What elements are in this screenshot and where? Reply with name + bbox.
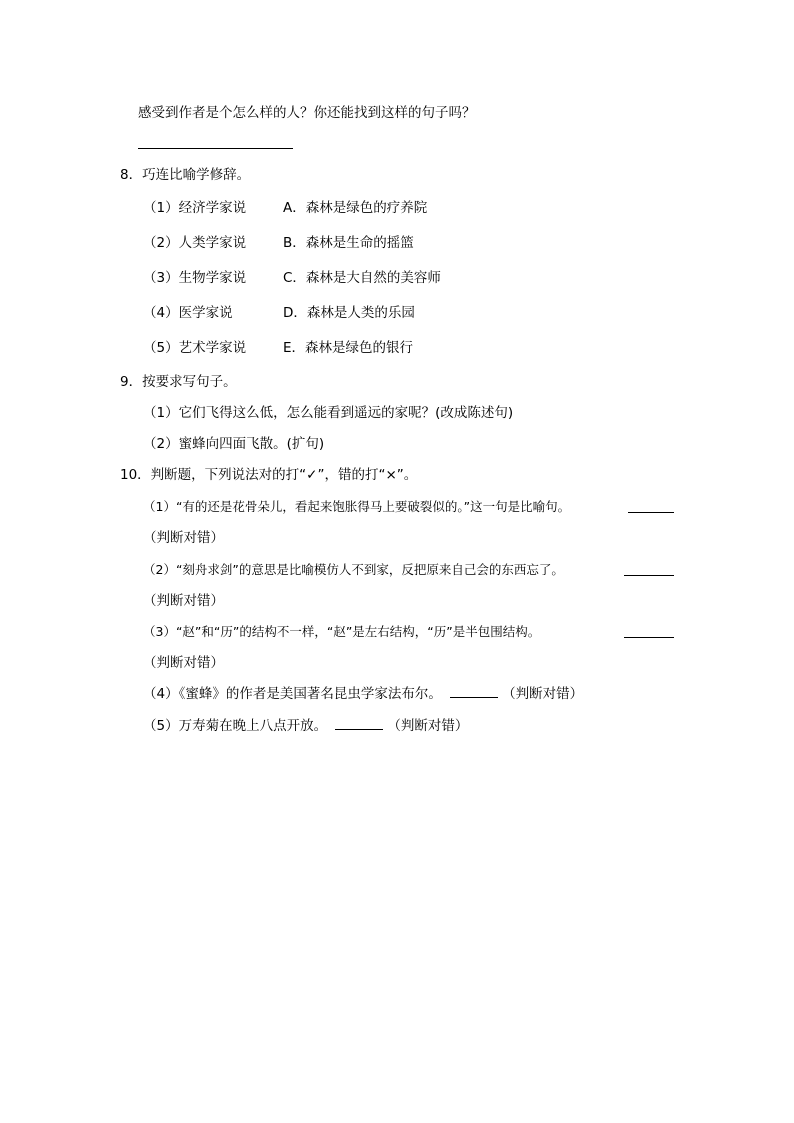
q10-item-text: （4）《蜜蜂》的作者是美国著名昆虫学家法布尔。	[143, 686, 442, 702]
q10-item-suffix: （判断对错）	[502, 686, 584, 702]
q10-item-text: （2）“刻舟求剑”的意思是比喻模仿人不到家，反把原来自己会的东西忘了。	[143, 562, 564, 577]
intro-question: 感受到作者是个怎么样的人？你还能找到这样的句子吗？	[138, 105, 476, 121]
answer-blank	[628, 512, 674, 513]
answer-line	[138, 148, 293, 149]
q8-right-item: E．森林是绿色的银行	[283, 340, 414, 356]
q8-left-item: （1）经济学家说	[143, 200, 247, 216]
q10-item-suffix: （判断对错）	[143, 655, 224, 671]
q8-left-item: （4）医学家说	[143, 305, 233, 321]
q10-item-text: （3）“赵”和“历”的结构不一样，“赵”是左右结构，“历”是半包围结构。	[143, 624, 541, 639]
q10-item-text: （5）万寿菊在晚上八点开放。	[143, 718, 328, 734]
answer-blank	[335, 717, 383, 730]
answer-blank	[624, 575, 674, 576]
q10-item-suffix: （判断对错）	[387, 718, 469, 734]
q9-item: （2）蜜蜂向四面飞散。(扩句)	[143, 436, 325, 452]
q10-item-row	[143, 685, 583, 703]
q8-left-item: （2）人类学家说	[143, 235, 247, 251]
q8-title: 8．巧连比喻学修辞。	[120, 167, 251, 183]
q9-title: 9．按要求写句子。	[120, 374, 237, 390]
answer-blank	[450, 685, 498, 698]
q8-left-item: （5）艺术学家说	[143, 340, 247, 356]
q10-item-text: （1）“有的还是花骨朵儿，看起来饱胀得马上要破裂似的。”这一句是比喻句。	[143, 499, 571, 514]
q8-left-item: （3）生物学家说	[143, 270, 247, 286]
answer-blank	[624, 637, 674, 638]
q10-item-row	[143, 717, 468, 735]
q8-right-item: D．森林是人类的乐园	[283, 305, 415, 321]
q9-item: （1）它们飞得这么低，怎么能看到遥远的家呢？(改成陈述句)	[143, 405, 514, 421]
q10-item-suffix: （判断对错）	[143, 593, 224, 609]
q10-item-suffix: （判断对错）	[143, 530, 224, 546]
q8-right-item: C．森林是大自然的美容师	[283, 270, 441, 286]
q8-right-item: B．森林是生命的摇篮	[283, 235, 414, 251]
q10-title: 10．判断题，下列说法对的打“✓”，错的打“×”。	[120, 467, 418, 483]
q8-right-item: A．森林是绿色的疗养院	[283, 200, 428, 216]
